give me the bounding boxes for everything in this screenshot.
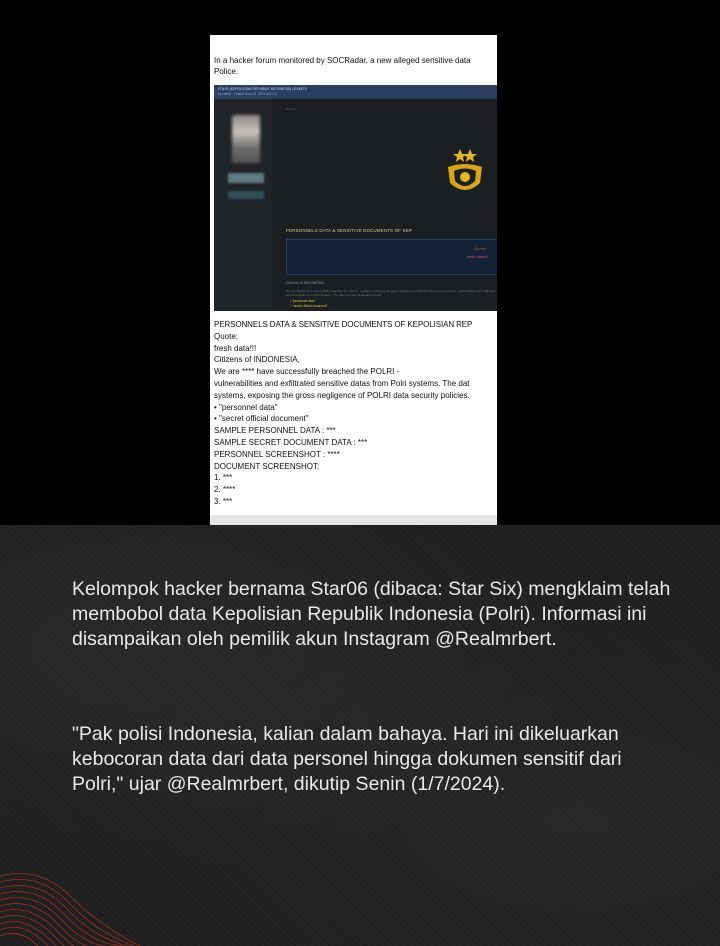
forum-thread-title: POLRI (KEPOLISIAN REPUBLIK INDONESIA) LEAKED! [218, 87, 307, 91]
user-info-block [228, 191, 264, 199]
post-text-block [214, 319, 497, 508]
post-line: 2. **** [214, 485, 236, 495]
screenshot-bottom-bar [210, 515, 497, 525]
forum-bullet-1: • "personnel data" [290, 299, 316, 303]
caption-line-1: In a hacker forum monitored by SOCRadar, a new alleged sensitive data [214, 56, 471, 65]
quote-label: Quote: [473, 246, 486, 251]
screenshot-caption [214, 55, 497, 77]
post-line: Quote: [214, 331, 239, 341]
caption-line-2: Police. [214, 67, 239, 76]
forum-post-panel [214, 85, 497, 311]
forum-paragraph: We are Star06 have successfully breached the POLRI - systems, exposing the gross negligence of POLRI data security policies. vulnerabilities and exfiltrated sensitive datas from Polri systems. The data we have obtained includes: [286, 289, 496, 297]
police-emblem-icon [442, 147, 488, 199]
user-rank-badge [228, 173, 264, 183]
forum-header [214, 85, 497, 99]
forum-user-sidebar [214, 99, 272, 311]
article-paragraph-1: Kelompok hacker bernama Star06 (dibaca: Star Six) mengklaim telah membobol data Kepolisian Republik Indonesia (Polri). Informasi ini disampaikan oleh pemilik akun Instagram @Realmrbert. [72, 578, 671, 650]
post-line: • "secret official document" [214, 414, 309, 424]
post-line: PERSONNEL SCREENSHOT : **** [214, 449, 340, 459]
post-line: Citizens of INDONESIA, [214, 355, 300, 365]
post-line: vulnerabilities and exfiltrated sensitive datas from Polri systems. The dat [214, 378, 470, 388]
citizens-line: Citizens of INDONESIA, [286, 281, 325, 285]
post-label: Posted [286, 107, 296, 111]
article-section [0, 525, 720, 946]
quote-box [286, 239, 497, 275]
post-line: DOCUMENT SCREENSHOT: [214, 461, 320, 471]
blurred-avatar [232, 115, 260, 163]
post-line: We are **** have successfully breached the POLRI - [214, 367, 400, 377]
forum-post-title: PERSONNELS DATA & SENSITIVE DOCUMENTS OF KEP [286, 228, 412, 233]
post-line: fresh data!!! [214, 343, 257, 353]
article-paragraph-2: "Pak polisi Indonesia, kalian dalam bahaya. Hari ini dikeluarkan kebocoran data dari data personel hingga dokumen sensitif dari Polri," ujar @Realmrbert, dikutip Senin (1/7/2024). [72, 723, 622, 795]
forum-bullet-2: • "secret official document" [290, 304, 328, 308]
post-line: PERSONNELS DATA & SENSITIVE DOCUMENTS OF KEPOLISIAN REP [214, 320, 473, 329]
post-line: • "personnel data" [214, 402, 278, 412]
post-line: systems, exposing the gross negligence of POLRI data security policies. [214, 390, 470, 400]
post-line: SAMPLE SECRET DOCUMENT DATA : *** [214, 437, 368, 447]
post-line: 3. *** [214, 496, 233, 506]
screenshot-image [210, 35, 497, 525]
decorative-swirl [0, 836, 190, 946]
fresh-data-label: fresh data!!! [466, 254, 488, 259]
post-line: 1. *** [214, 473, 233, 483]
forum-thread-meta: by star06 · Posted June 28, 2024 at 21:07 [218, 92, 278, 96]
post-line: SAMPLE PERSONNEL DATA : *** [214, 426, 336, 436]
